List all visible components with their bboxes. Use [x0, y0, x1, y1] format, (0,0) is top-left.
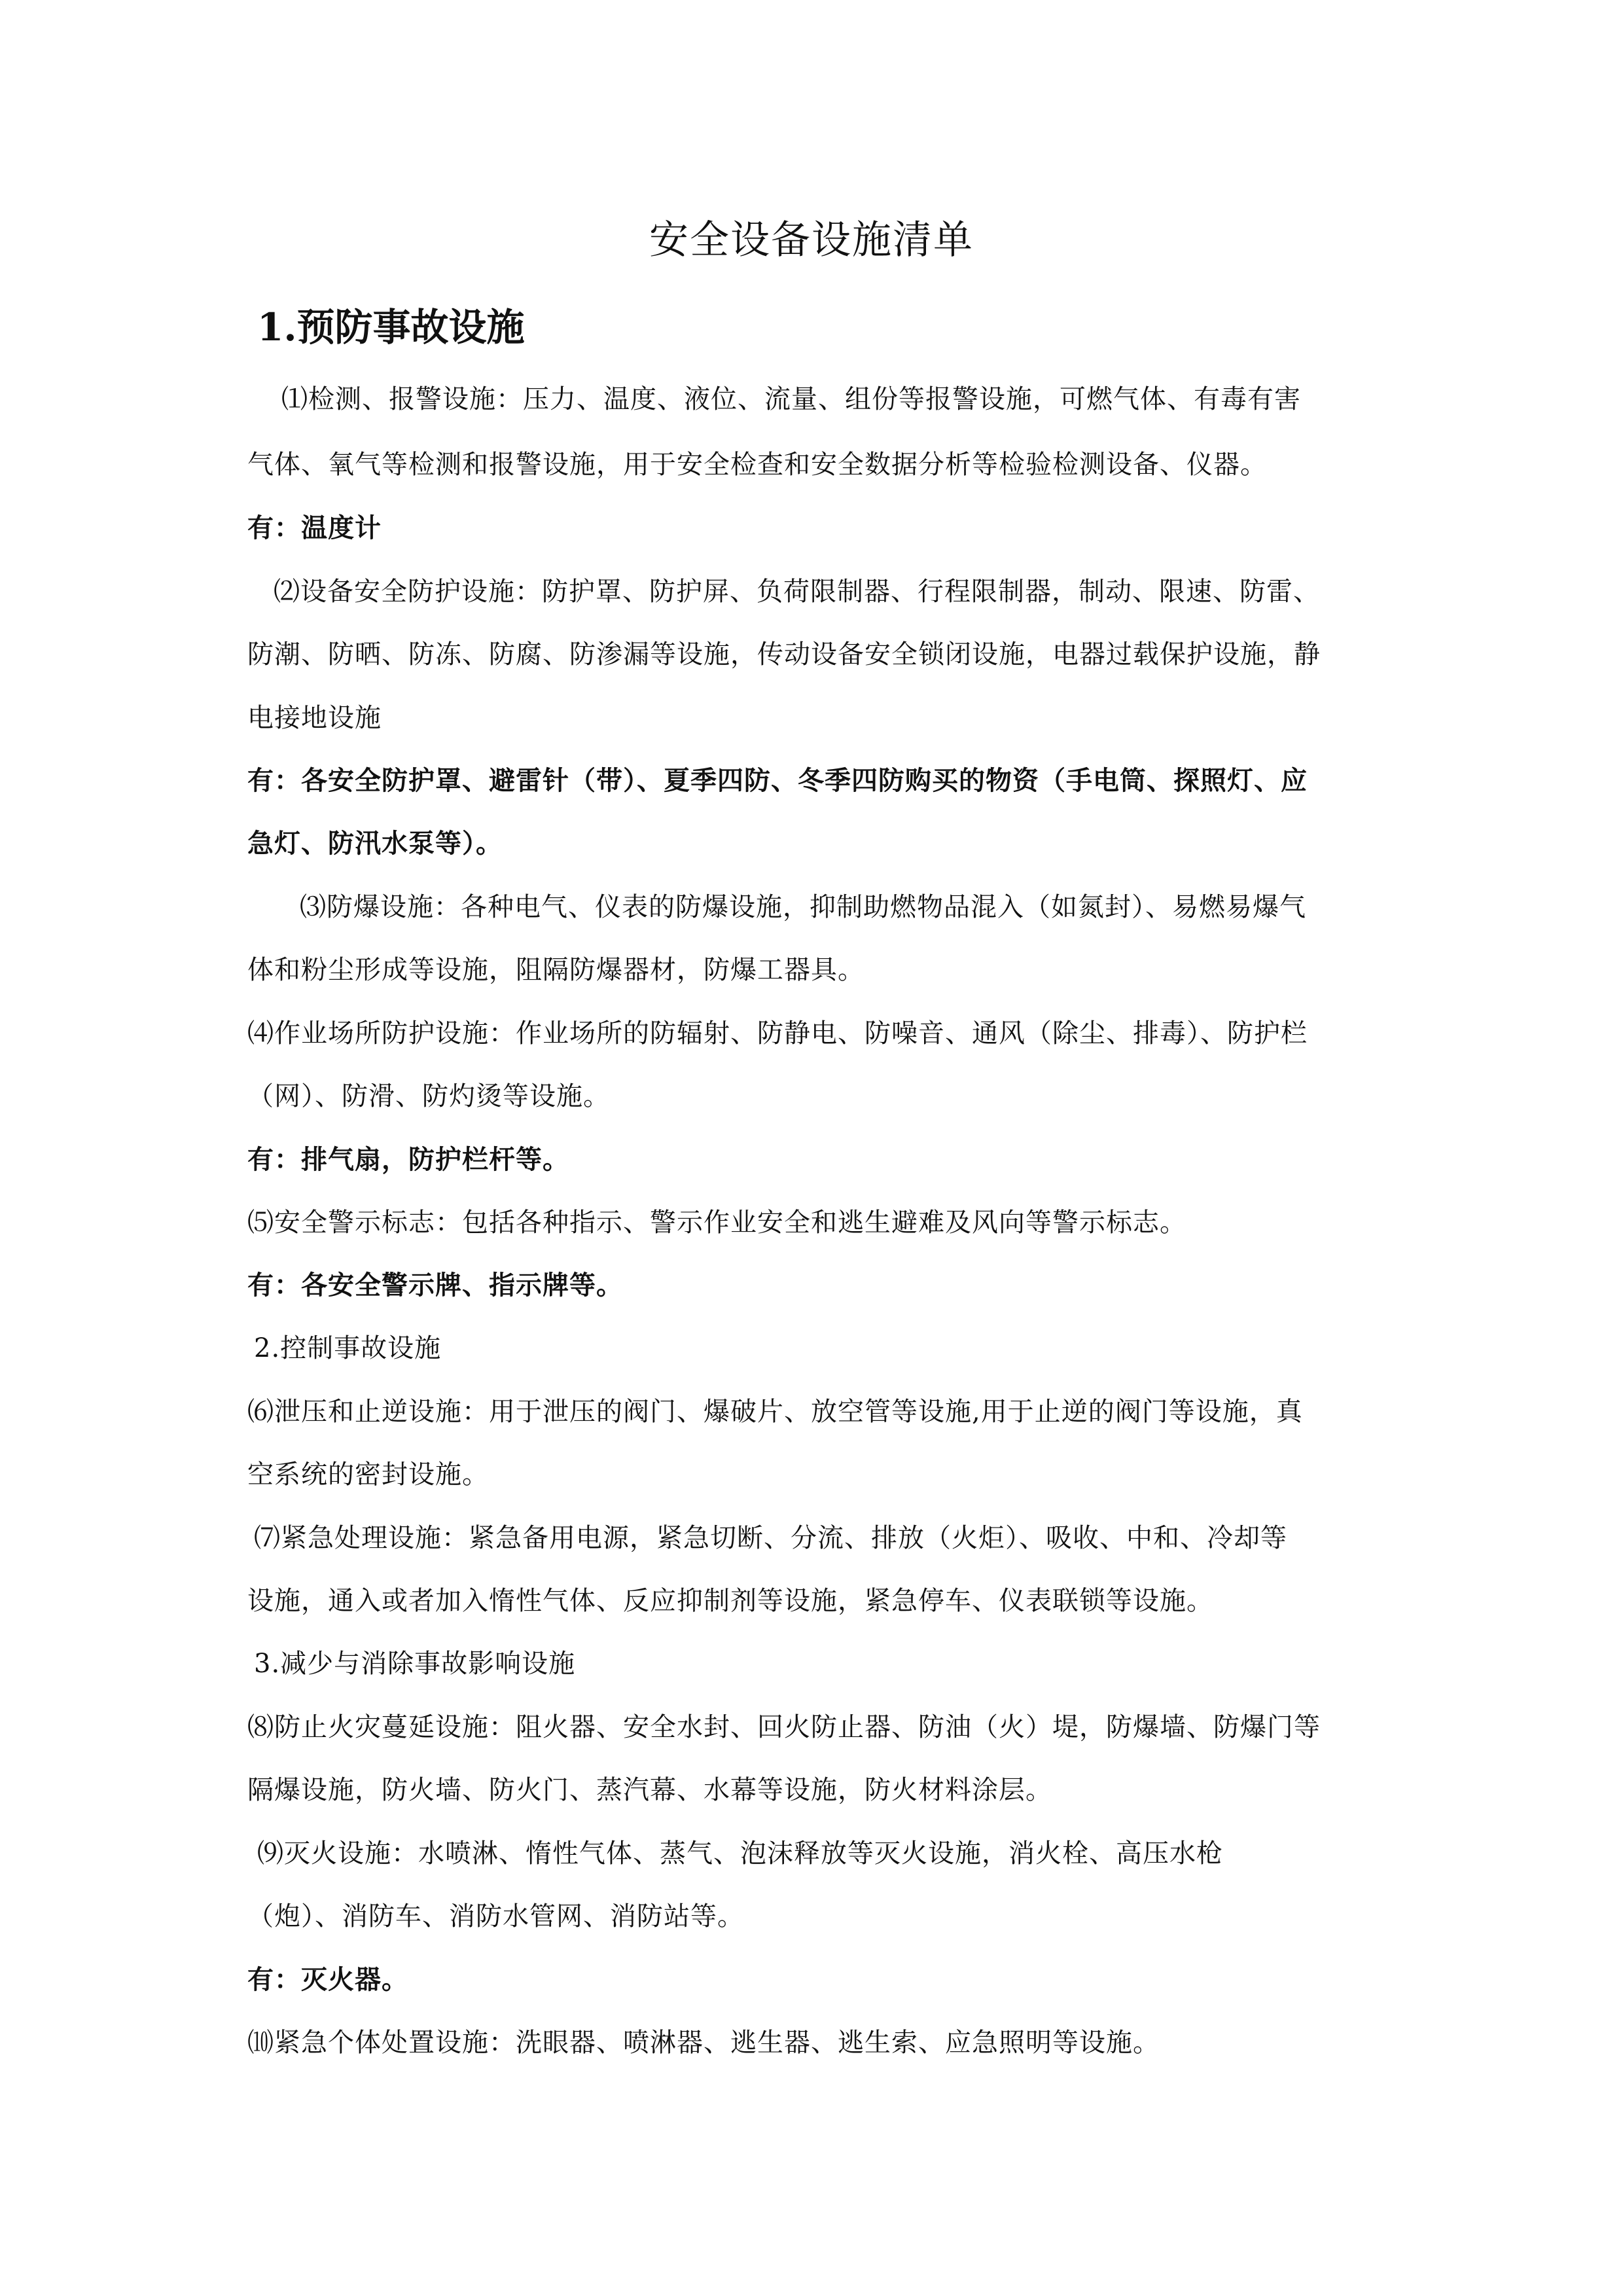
section-heading-prevention: 1.预防事故设施 [257, 305, 525, 350]
section-heading-control: 2.控制事故设施 [254, 1333, 442, 1363]
text-line-have: 有：排气扇，防护栏杆等。 [247, 1144, 569, 1175]
text-line: ⑵设备安全防护设施：防护罩、防护屏、负荷限制器、行程限制器，制动、限速、防雷、 [274, 577, 1320, 607]
text-line-have: 有：各安全警示牌、指示牌等。 [247, 1270, 623, 1300]
section-heading-mitigation: 3.减少与消除事故影响设施 [254, 1649, 576, 1679]
text-line: ⑷作业场所防护设施：作业场所的防辐射、防静电、防噪音、通风（除尘、排毒）、防护栏 [247, 1018, 1308, 1049]
text-line: ⑻防止火灾蔓延设施：阻火器、安全水封、回火防止器、防油（火）堤，防爆墙、防爆门等 [247, 1712, 1321, 1742]
text-line-have: 有：各安全防护罩、避雷针（带）、夏季四防、冬季四防购买的物资（手电筒、探照灯、应 [247, 765, 1308, 796]
text-line: 气体、氧气等检测和报警设施，用于安全检查和安全数据分析等检验检测设备、仪器。 [247, 450, 1267, 480]
text-line: ⑼灭火设施：水喷淋、惰性气体、蒸气、泡沫释放等灭火设施，消火栓、高压水枪 [257, 1839, 1223, 1869]
text-line: （网）、防滑、防灼烫等设施。 [247, 1081, 610, 1111]
text-line-have: 有：温度计 [247, 512, 382, 543]
text-line: ⑺紧急处理设施：紧急备用电源，紧急切断、分流、排放（火炬）、吸收、中和、冷却等 [254, 1523, 1287, 1553]
text-line: 空系统的密封设施。 [247, 1460, 489, 1490]
text-line: 防潮、防晒、防冻、防腐、防渗漏等设施，传动设备安全锁闭设施，电器过载保护设施，静 [247, 639, 1321, 670]
text-line: ⑶防爆设施：各种电气、仪表的防爆设施，抑制助燃物品混入（如氮封）、易燃易爆气 [300, 892, 1306, 922]
document-title: 安全设备设施清单 [649, 217, 974, 263]
text-line: 电接地设施 [247, 703, 382, 733]
text-line-have: 有：灭火器。 [247, 1964, 408, 1995]
text-line: ⑸安全警示标志：包括各种指示、警示作业安全和逃生避难及风向等警示标志。 [247, 1208, 1186, 1238]
text-line-have: 急灯、防汛水泵等）。 [247, 828, 503, 859]
text-line: ⑴检测、报警设施：压力、温度、液位、流量、组份等报警设施，可燃气体、有毒有害 [281, 384, 1301, 414]
text-line: ⑹泄压和止逆设施：用于泄压的阀门、爆破片、放空管等设施,用于止逆的阀门等设施，真 [247, 1397, 1303, 1427]
text-line: （炮）、消防车、消防水管网、消防站等。 [247, 1901, 744, 1931]
text-line: 体和粉尘形成等设施，阻隔防爆器材，防爆工器具。 [247, 955, 865, 985]
text-line: 设施，通入或者加入惰性气体、反应抑制剂等设施，紧急停车、仪表联锁等设施。 [247, 1586, 1213, 1616]
text-line: ⑽紧急个体处置设施：洗眼器、喷淋器、逃生器、逃生索、应急照明等设施。 [247, 2028, 1160, 2058]
text-line: 隔爆设施，防火墙、防火门、蒸汽幕、水幕等设施，防火材料涂层。 [247, 1775, 1052, 1805]
